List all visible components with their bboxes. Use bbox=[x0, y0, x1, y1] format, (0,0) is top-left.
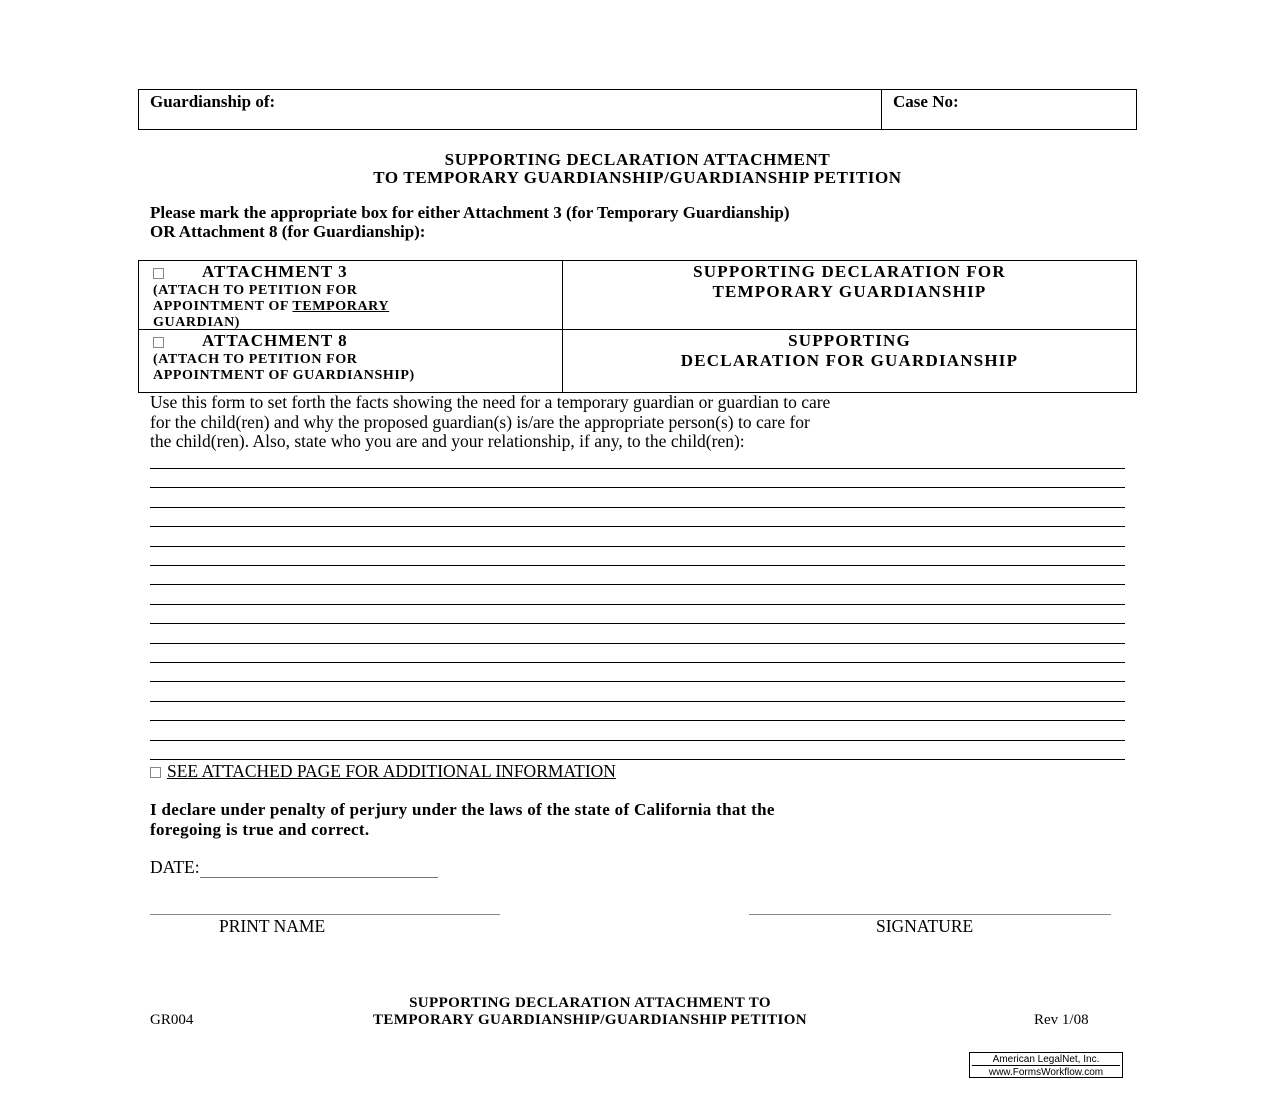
print-name-label: PRINT NAME bbox=[219, 916, 326, 936]
print-name-line[interactable] bbox=[150, 914, 500, 915]
attachment-3-sub-3: GUARDIAN) bbox=[153, 315, 241, 330]
attachment-8-sub-1: (ATTACH TO PETITION FOR bbox=[153, 352, 358, 367]
case-number-label: Case No: bbox=[893, 92, 959, 111]
writing-line[interactable] bbox=[150, 662, 1125, 663]
instruction-line-2: OR Attachment 8 (for Guardianship): bbox=[150, 222, 426, 241]
attachment-3-checkbox[interactable] bbox=[153, 268, 164, 279]
attachment-8-right-1: SUPPORTING bbox=[788, 331, 911, 350]
attachment-table bbox=[138, 260, 1137, 393]
instruction-line-1: Please mark the appropriate box for either Attachment 3 (for Temporary Guardianship) bbox=[150, 203, 790, 222]
writing-line[interactable] bbox=[150, 623, 1125, 624]
publisher-badge bbox=[969, 1052, 1123, 1078]
badge-line-1: American LegalNet, Inc. bbox=[972, 1054, 1120, 1066]
date-label: DATE: bbox=[150, 857, 200, 877]
writing-line[interactable] bbox=[150, 546, 1125, 547]
attachment-3-right-1: SUPPORTING DECLARATION FOR bbox=[693, 262, 1006, 281]
writing-line[interactable] bbox=[150, 681, 1125, 682]
form-id: GR004 bbox=[150, 1012, 194, 1028]
paragraph-line-2: for the child(ren) and why the proposed guardian(s) is/are the appropriate person(s) to care for bbox=[150, 411, 810, 432]
signature-label: SIGNATURE bbox=[876, 916, 974, 936]
attachment-3-sub-2-underlined: TEMPORARY bbox=[292, 299, 390, 314]
attachment-8-title: ATTACHMENT 8 bbox=[202, 331, 348, 350]
badge-line-2: www.FormsWorkflow.com bbox=[988, 1067, 1104, 1078]
see-attached-checkbox[interactable] bbox=[150, 767, 161, 778]
signature-line[interactable] bbox=[749, 914, 1111, 915]
paragraph-line-3: the child(ren). Also, state who you are and your relationship, if any, to the child(ren): bbox=[150, 431, 745, 451]
date-field bbox=[150, 857, 438, 878]
writing-line[interactable] bbox=[150, 584, 1125, 585]
attachment-3-right-2: TEMPORARY GUARDIANSHIP bbox=[712, 282, 987, 301]
declaration-line-2: foregoing is true and correct. bbox=[150, 820, 370, 839]
writing-line[interactable] bbox=[150, 720, 1125, 721]
attachment-8-cell bbox=[153, 331, 415, 384]
attachment-3-title: ATTACHMENT 3 bbox=[202, 262, 348, 281]
writing-line[interactable] bbox=[150, 701, 1125, 702]
writing-line[interactable] bbox=[150, 507, 1125, 508]
writing-line[interactable] bbox=[150, 487, 1125, 488]
writing-line[interactable] bbox=[150, 604, 1125, 605]
revision-label: Rev 1/08 bbox=[1034, 1012, 1089, 1028]
caption-divider bbox=[881, 90, 882, 129]
writing-line[interactable] bbox=[150, 565, 1125, 566]
attachment-8-sub-2: APPOINTMENT OF GUARDIANSHIP) bbox=[153, 368, 415, 383]
instructions-paragraph bbox=[150, 393, 1140, 452]
form-title-line-2: TO TEMPORARY GUARDIANSHIP/GUARDIANSHIP PETITION bbox=[373, 168, 902, 187]
perjury-declaration bbox=[150, 800, 775, 840]
attachment-8-description bbox=[563, 331, 1136, 371]
writing-line[interactable] bbox=[150, 526, 1125, 527]
attachment-3-sub-2: APPOINTMENT OF bbox=[153, 299, 293, 314]
writing-line[interactable] bbox=[150, 643, 1125, 644]
caption-box bbox=[138, 89, 1137, 130]
paragraph-line-1: Use this form to set forth the facts showing the need for a temporary guardian or guardian to care bbox=[150, 392, 831, 412]
see-attached-label: SEE ATTACHED PAGE FOR ADDITIONAL INFORMATION bbox=[167, 761, 616, 781]
attachment-8-checkbox[interactable] bbox=[153, 337, 164, 348]
see-attached-option bbox=[150, 761, 616, 782]
attachment-3-sub-1: (ATTACH TO PETITION FOR bbox=[153, 283, 358, 298]
form-title-line-1: SUPPORTING DECLARATION ATTACHMENT bbox=[444, 150, 831, 169]
declaration-line-1: I declare under penalty of perjury under the laws of the state of California that the bbox=[150, 800, 775, 819]
attachment-3-cell bbox=[153, 262, 389, 331]
writing-line[interactable] bbox=[150, 740, 1125, 741]
footer-title-line-1: SUPPORTING DECLARATION ATTACHMENT TO bbox=[409, 995, 771, 1011]
date-input-line[interactable] bbox=[200, 861, 438, 878]
guardianship-of-label: Guardianship of: bbox=[150, 92, 276, 111]
attachment-3-description bbox=[563, 262, 1136, 302]
writing-line[interactable] bbox=[150, 759, 1125, 760]
attachment-8-right-2: DECLARATION FOR GUARDIANSHIP bbox=[680, 351, 1019, 370]
writing-line[interactable] bbox=[150, 468, 1125, 469]
footer-title-line-2: TEMPORARY GUARDIANSHIP/GUARDIANSHIP PETITION bbox=[372, 1012, 808, 1028]
